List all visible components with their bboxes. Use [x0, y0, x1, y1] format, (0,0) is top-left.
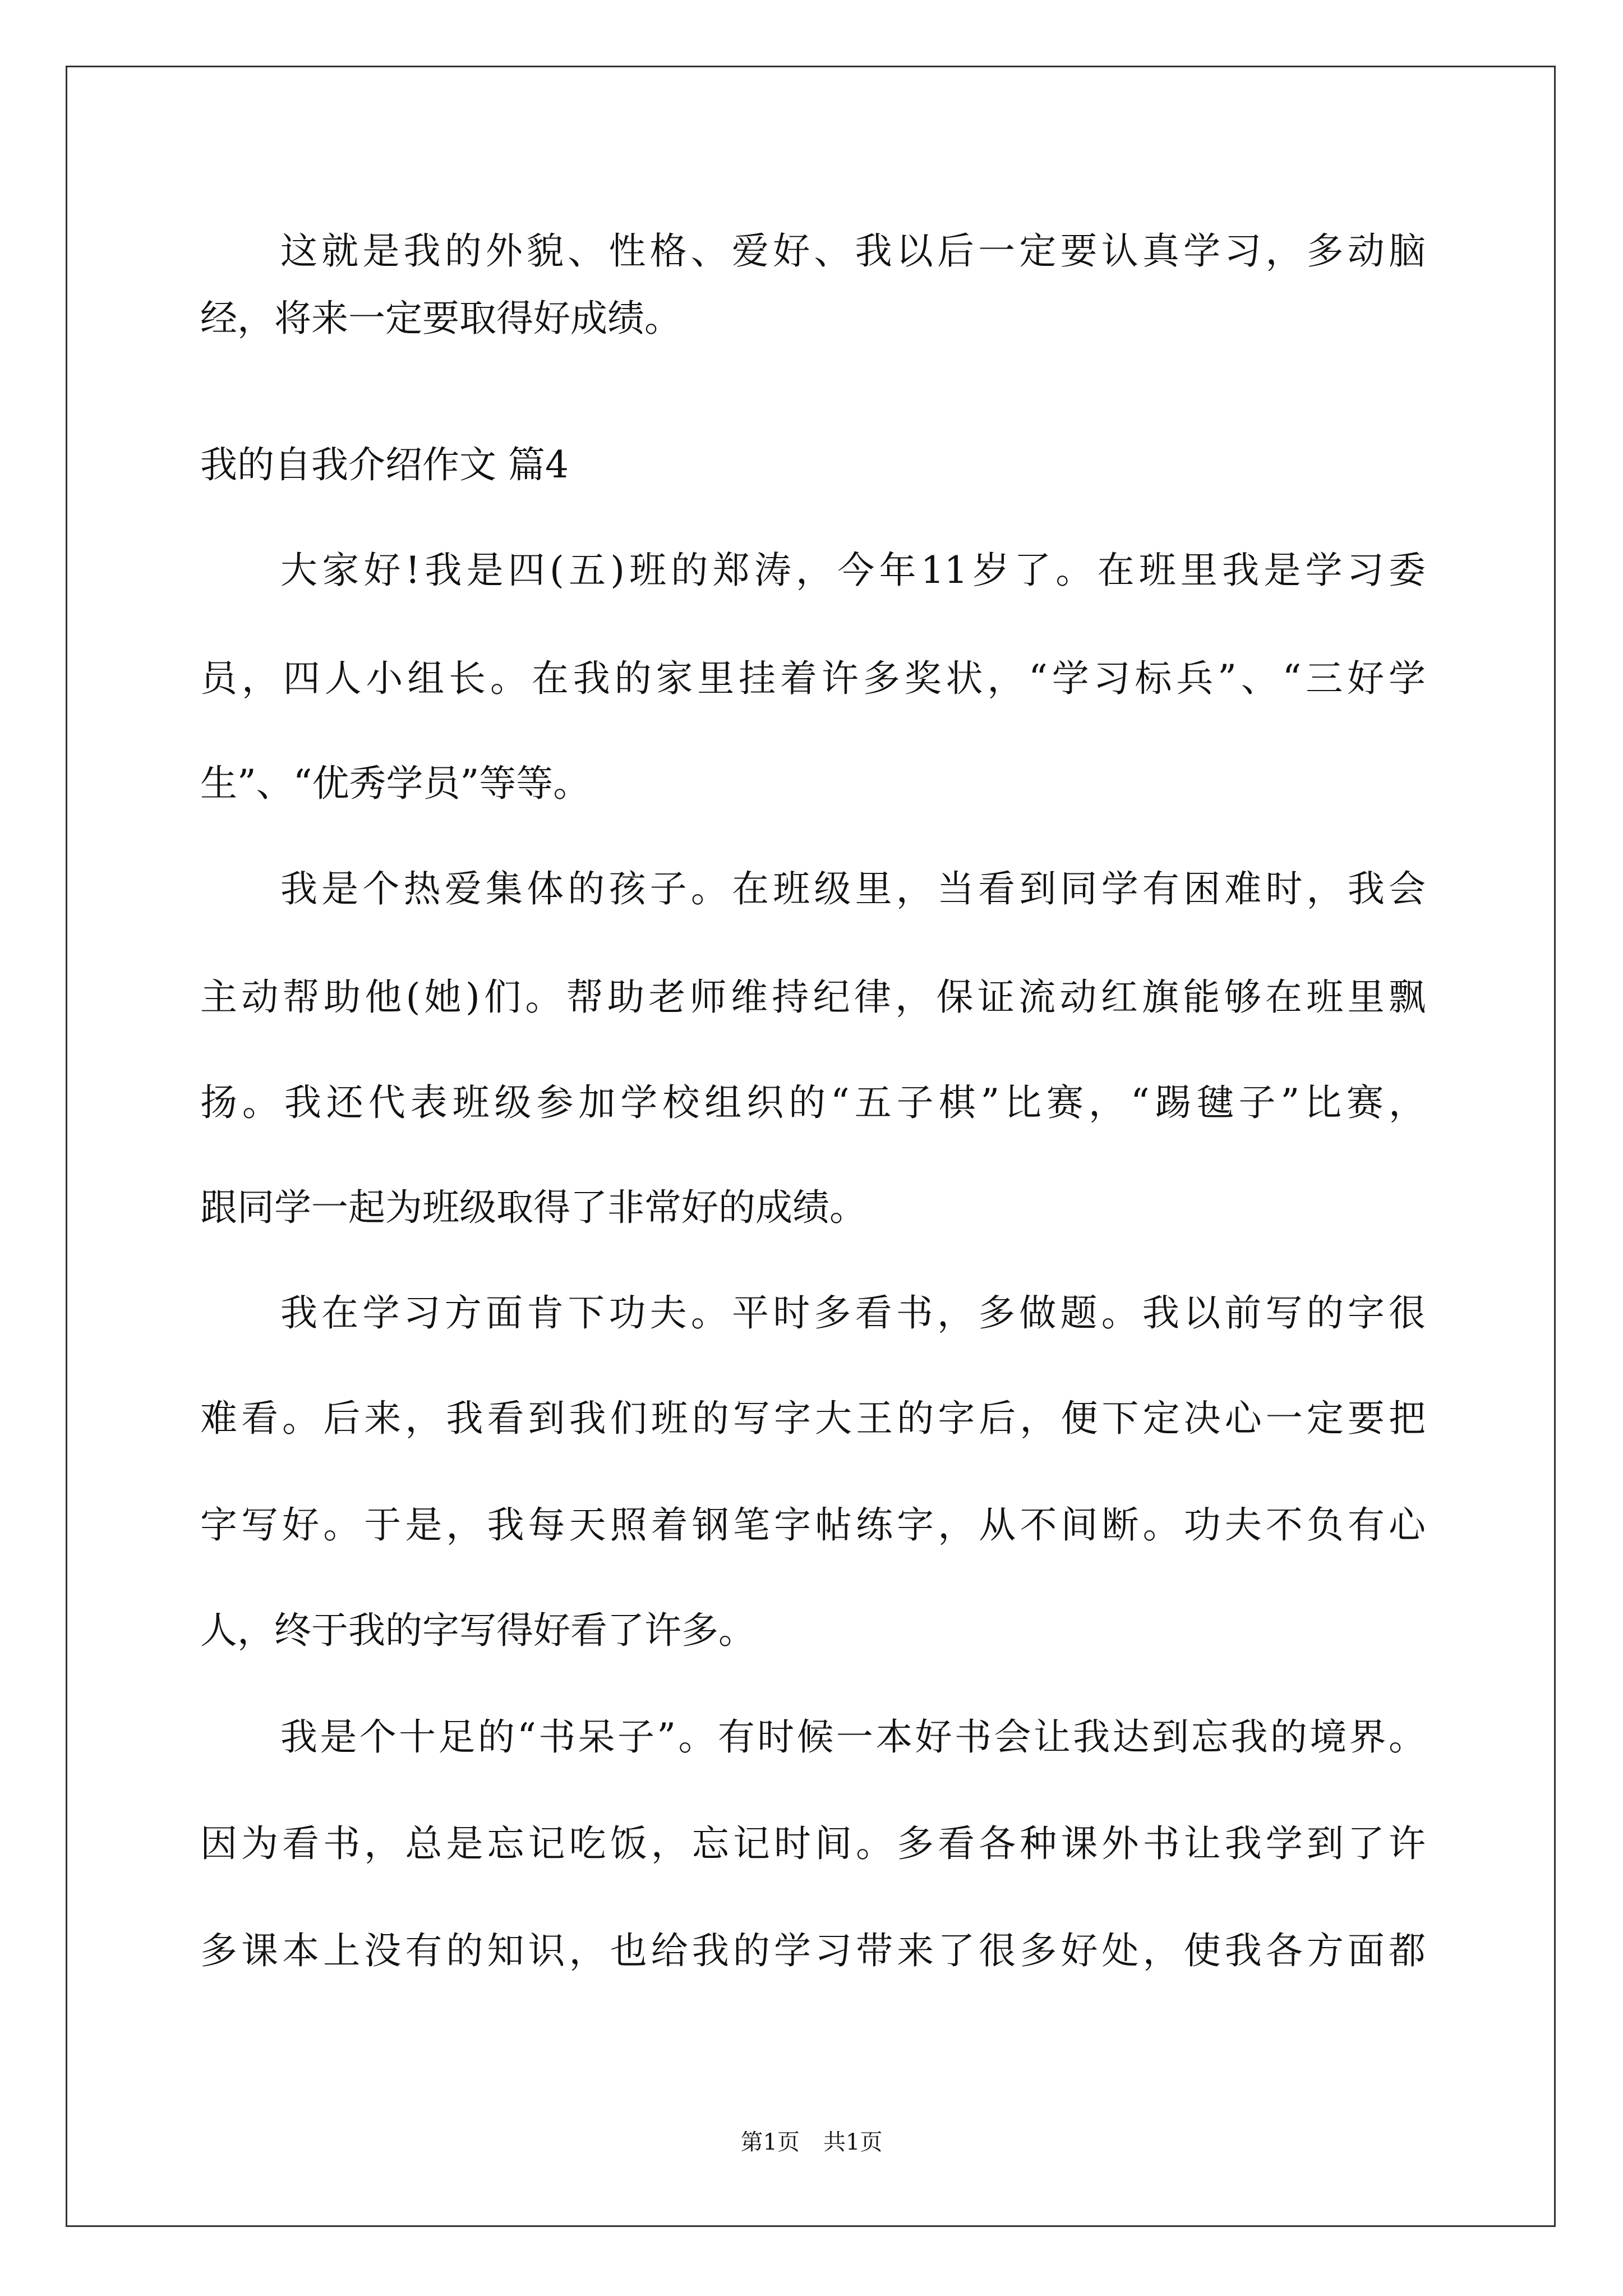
paragraph-line: 我在学习方面肯下功夫。平时多看书，多做题。我以前写的字很: [280, 1291, 1426, 1335]
paragraph-line: 跟同学一起为班级取得了非常好的成绩。: [200, 1186, 866, 1229]
paragraph-line: 扬。我还代表班级参加学校组织的“五子棋”比赛，“踢毽子”比赛，: [200, 1081, 1426, 1124]
paragraph-line: 生”、“优秀学员”等等。: [200, 762, 591, 805]
page-total: 共1页: [823, 2129, 883, 2155]
paragraph-line: 字写好。于是，我每天照着钢笔字帖练字，从不间断。功夫不负有心: [200, 1503, 1426, 1547]
paragraph-line: 我是个热爱集体的孩子。在班级里，当看到同学有困难时，我会: [280, 867, 1426, 910]
paragraph-line: 因为看书，总是忘记吃饭，忘记时间。多看各种课外书让我学到了许: [200, 1822, 1426, 1865]
paragraph-line: 我是个十足的“书呆子”。有时候一本好书会让我达到忘我的境界。: [280, 1715, 1426, 1759]
paragraph-line: 主动帮助他(她)们。帮助老师维持纪律，保证流动红旗能够在班里飘: [200, 976, 1426, 1019]
paragraph-line: 经，将来一定要取得好成绩。: [200, 297, 681, 340]
paragraph-line: 多课本上没有的知识，也给我的学习带来了很多好处，使我各方面都: [200, 1929, 1426, 1972]
paragraph-line: 人，终于我的字写得好看了许多。: [200, 1609, 755, 1652]
section-heading: 我的自我介绍作文 篇4: [200, 443, 569, 486]
paragraph-line: 员，四人小组长。在我的家里挂着许多奖状，“学习标兵”、“三好学: [200, 657, 1426, 700]
paragraph-line: 这就是我的外貌、性格、爱好、我以后一定要认真学习，多动脑: [280, 229, 1426, 273]
page-border: [66, 66, 1556, 2227]
page-footer: [0, 2125, 1623, 2159]
paragraph-line: 大家好!我是四(五)班的郑涛，今年11岁了。在班里我是学习委: [280, 549, 1426, 592]
page-number: 第1页: [740, 2129, 800, 2155]
paragraph-line: 难看。后来，我看到我们班的写字大王的字后，便下定决心一定要把: [200, 1397, 1426, 1440]
